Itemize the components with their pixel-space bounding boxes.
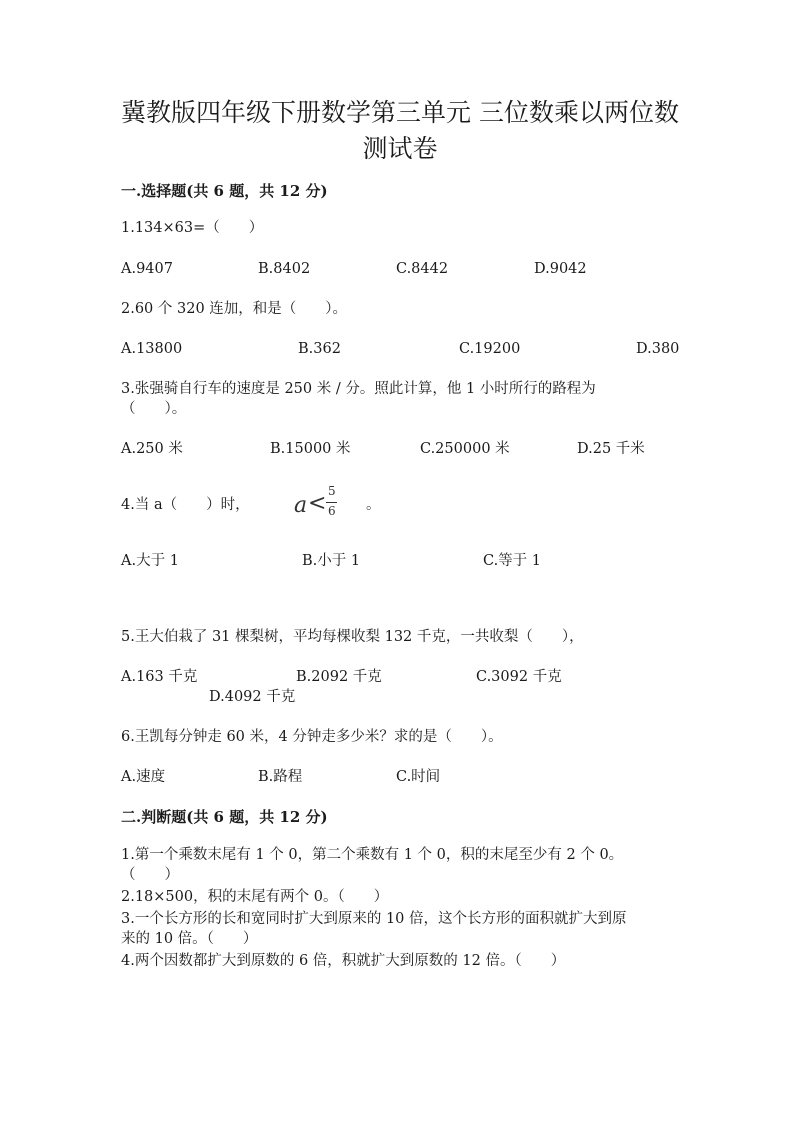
question-2-text: 2.60 个 320 连加，和是（ ）。 [121,301,348,317]
question-6-option-c: C.时间 [396,769,441,785]
math-denominator: 6 [328,504,336,518]
question-3-option-a: A.250 米 [121,441,183,457]
judge-2-text: 2.18×500，积的末尾有两个 0。（ ） [121,889,389,905]
question-4-option-b: B.小于 1 [302,553,361,569]
question-1-option-d: D.9042 [534,261,587,277]
question-1-option-b: B.8402 [258,261,311,277]
question-1-text: 1.134×63=（ ） [121,220,264,236]
page-title-line2: 测试卷 [362,134,438,163]
question-1-option-c: C.8442 [396,261,449,277]
question-6-option-b: B.路程 [258,769,303,785]
judge-3-text-line1: 3.一个长方形的长和宽同时扩大到原来的 10 倍，这个长方形的面积就扩大到原 [121,911,627,927]
question-2-option-a: A.13800 [121,341,183,357]
section2-heading: 二.判断题(共 6 题，共 12 分) [121,808,328,826]
judge-1-text-line1: 1.第一个乘数末尾有 1 个 0，第二个乘数有 1 个 0，积的末尾至少有 2 个 0。 [121,847,624,863]
question-5-text: 5.王大伯栽了 31 棵梨树，平均每棵收梨 132 千克，一共收梨（ ）， [121,629,584,645]
page-title-line1: 冀教版四年级下册数学第三单元 三位数乘以两位数 [121,98,679,127]
question-6-option-a: A.速度 [121,769,166,785]
math-numerator: 5 [328,484,336,498]
judge-3-text-line2: 来的 10 倍。（ ） [121,931,258,947]
question-4-text-end: 。 [366,497,381,513]
question-3-option-d: D.25 千米 [577,441,645,457]
question-4-option-a: A.大于 1 [121,553,179,569]
question-3-option-c: C.250000 米 [420,441,510,457]
question-3-option-b: B.15000 米 [270,441,351,457]
question-5-option-b: B.2092 千克 [296,669,382,685]
math-variable: a [294,493,308,518]
question-1-option-a: A.9407 [121,261,173,277]
fraction-bar [326,502,337,503]
judge-1-text-line2: （ ） [121,867,179,883]
question-5-option-c: C.3092 千克 [476,669,562,685]
judge-4-text: 4.两个因数都扩大到原数的 6 倍，积就扩大到原数的 12 倍。（ ） [121,953,566,969]
question-2-option-d: D.380 [636,341,680,357]
question-2-option-b: B.362 [298,341,341,357]
question-5-option-a: A.163 千克 [121,669,198,685]
question-4-text: 4.当 a（ ）时， [121,497,250,513]
section1-heading: 一.选择题(共 6 题，共 12 分) [121,182,328,200]
question-3-text-line2: （ ）。 [121,401,187,417]
math-less-than: < [308,491,327,516]
question-5-option-d: D.4092 千克 [209,689,296,705]
question-6-text: 6.王凯每分钟走 60 米，4 分钟走多少米？求的是（ ）。 [121,729,503,745]
question-2-option-c: C.19200 [459,341,521,357]
question-3-text-line1: 3.张强骑自行车的速度是 250 米 / 分。照此计算，他 1 小时所行的路程为 [121,381,596,397]
question-4-option-c: C.等于 1 [483,553,542,569]
